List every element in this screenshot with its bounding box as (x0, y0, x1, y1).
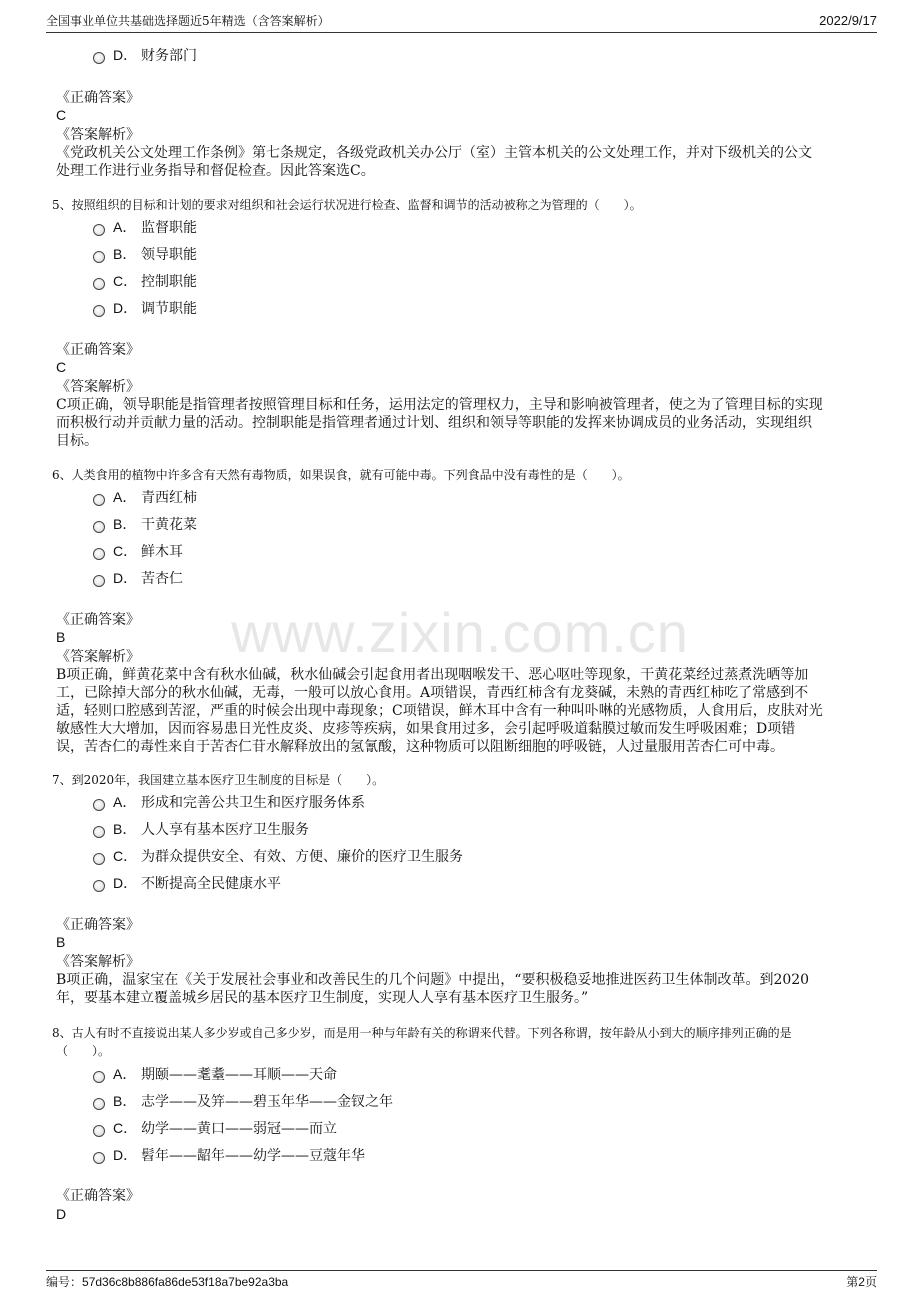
analysis-label: 《答案解析》 (56, 379, 140, 395)
correct-answer-value: C (56, 107, 67, 123)
option-6-d[interactable]: D． 苦杏仁 (93, 568, 183, 588)
watermark: www.zixin.com.cn (231, 601, 689, 664)
analysis-line: 误，苦杏仁的毒性来自于苦杏仁苷水解释放出的氢氰酸，这种物质可以阻断细胞的呼吸链，人过量服用苦杏仁可中毒。 (56, 739, 784, 755)
radio-icon[interactable] (93, 575, 105, 587)
analysis-label: 《答案解析》 (56, 127, 140, 143)
option-8-b[interactable]: B． 志学——及笄——碧玉年华——金钗之年 (93, 1091, 393, 1111)
option-7-a[interactable]: A． 形成和完善公共卫生和医疗服务体系 (93, 792, 365, 812)
option-8-d[interactable]: D． 髫年——龆年——幼学——豆蔻年华 (93, 1145, 365, 1165)
correct-answer-value: D (56, 1206, 67, 1222)
analysis-line: C项正确，领导职能是指管理者按照管理目标和任务，运用法定的管理权力，主导和影响被管理者，使之为了管理目标的实现 (56, 397, 823, 413)
option-8-c[interactable]: C． 幼学——黄口——弱冠——而立 (93, 1118, 337, 1138)
option-5-c[interactable]: C． 控制职能 (93, 271, 197, 291)
correct-answer-label: 《正确答案》 (56, 612, 140, 628)
analysis-line: B项正确，温家宝在《关于发展社会事业和改善民生的几个问题》中提出，“要积极稳妥地推进医药卫生体制改革。到2020 (56, 972, 810, 988)
correct-answer-label: 《正确答案》 (56, 1188, 140, 1204)
question-8-continued: （ ）。 (56, 1044, 111, 1058)
option-7-c[interactable]: C． 为群众提供安全、有效、方便、廉价的医疗卫生服务 (93, 846, 463, 866)
option-5-b[interactable]: B． 领导职能 (93, 244, 197, 264)
radio-icon[interactable] (93, 880, 105, 892)
radio-icon[interactable] (93, 1098, 105, 1110)
document-title: 全国事业单位共基础选择题近5年精选（含答案解析） (46, 14, 330, 28)
page-number: 第2页 (846, 1275, 877, 1289)
analysis-line: 敏感性大大增加，因而容易患日光性皮炎、皮疹等疾病，如果食用过多，会引起呼吸道黏膜过敏而发生呼吸困难；D项错 (56, 721, 796, 737)
radio-icon[interactable] (93, 52, 105, 64)
option-7-b[interactable]: B． 人人享有基本医疗卫生服务 (93, 819, 309, 839)
document-date: 2022/9/17 (819, 13, 877, 28)
analysis-line: 适，轻则口腔感到苦涩，严重的时候会出现中毒现象；C项错误，鲜木耳中含有一种叫卟啉的光感物质，人食用后，皮肤对光 (56, 703, 823, 719)
option-7-d[interactable]: D． 不断提高全民健康水平 (93, 873, 281, 893)
radio-icon[interactable] (93, 853, 105, 865)
radio-icon[interactable] (93, 548, 105, 560)
radio-icon[interactable] (93, 521, 105, 533)
option-8-a[interactable]: A． 期颐——耄耋——耳顺——天命 (93, 1064, 337, 1084)
correct-answer-value: B (56, 934, 66, 950)
radio-icon[interactable] (93, 494, 105, 506)
radio-icon[interactable] (93, 1152, 105, 1164)
radio-icon[interactable] (93, 251, 105, 263)
page-header (46, 12, 877, 33)
analysis-line: 年，要基本建立覆盖城乡居民的基本医疗卫生制度，实现人人享有基本医疗卫生服务。” (56, 990, 589, 1006)
option-6-b[interactable]: B． 干黄花菜 (93, 514, 197, 534)
radio-icon[interactable] (93, 224, 105, 236)
correct-answer-value: C (56, 359, 67, 375)
correct-answer-label: 《正确答案》 (56, 90, 140, 106)
option-prev-d[interactable]: D． 财务部门 (93, 45, 197, 65)
question-5: 5、按照组织的目标和计划的要求对组织和社会运行状况进行检查、监督和调节的活动被称之为管理的（ ）。 (52, 198, 642, 212)
page-footer (46, 1270, 877, 1291)
correct-answer-value: B (56, 629, 66, 645)
analysis-label: 《答案解析》 (56, 954, 140, 970)
analysis-line: B项正确，鲜黄花菜中含有秋水仙碱，秋水仙碱会引起食用者出现咽喉发干、恶心呕吐等现象，干黄花菜经过蒸煮洗晒等加 (56, 667, 809, 683)
analysis-line: 工，已除掉大部分的秋水仙碱，无毒，一般可以放心食用。A项错误，青西红柿含有龙葵碱，未熟的青西红柿吃了常感到不 (56, 685, 809, 701)
analysis-line: 目标。 (56, 433, 98, 449)
radio-icon[interactable] (93, 1071, 105, 1083)
option-5-a[interactable]: A． 监督职能 (93, 217, 197, 237)
radio-icon[interactable] (93, 278, 105, 290)
analysis-line: 而积极行动并贡献力量的活动。控制职能是指管理者通过计划、组织和领导等职能的发挥来协调成员的业务活动，实现组织 (56, 415, 812, 431)
radio-icon[interactable] (93, 826, 105, 838)
correct-answer-label: 《正确答案》 (56, 917, 140, 933)
question-7: 7、到2020年，我国建立基本医疗卫生制度的目标是（ ）。 (52, 773, 385, 787)
option-5-d[interactable]: D． 调节职能 (93, 298, 197, 318)
analysis-line: 《党政机关公文处理工作条例》第七条规定，各级党政机关办公厅（室）主管本机关的公文处理工作，并对下级机关的公文 (56, 145, 812, 161)
option-6-a[interactable]: A． 青西红柿 (93, 487, 197, 507)
question-8: 8、古人有时不直接说出某人多少岁或自己多少岁，而是用一种与年龄有关的称谓来代替。下列各称谓，按年龄从小到大的顺序排列正确的是 (52, 1026, 792, 1040)
analysis-label: 《答案解析》 (56, 649, 140, 665)
document-code: 编号：57d36c8b886fa86de53f18a7be92a3ba (46, 1275, 289, 1289)
option-6-c[interactable]: C． 鲜木耳 (93, 541, 183, 561)
analysis-line: 处理工作进行业务指导和督促检查。因此答案选C。 (56, 163, 375, 179)
question-6: 6、人类食用的植物中许多含有天然有毒物质，如果误食，就有可能中毒。下列食品中没有毒性的是（ ）。 (52, 468, 630, 482)
correct-answer-label: 《正确答案》 (56, 342, 140, 358)
radio-icon[interactable] (93, 1125, 105, 1137)
radio-icon[interactable] (93, 305, 105, 317)
radio-icon[interactable] (93, 799, 105, 811)
